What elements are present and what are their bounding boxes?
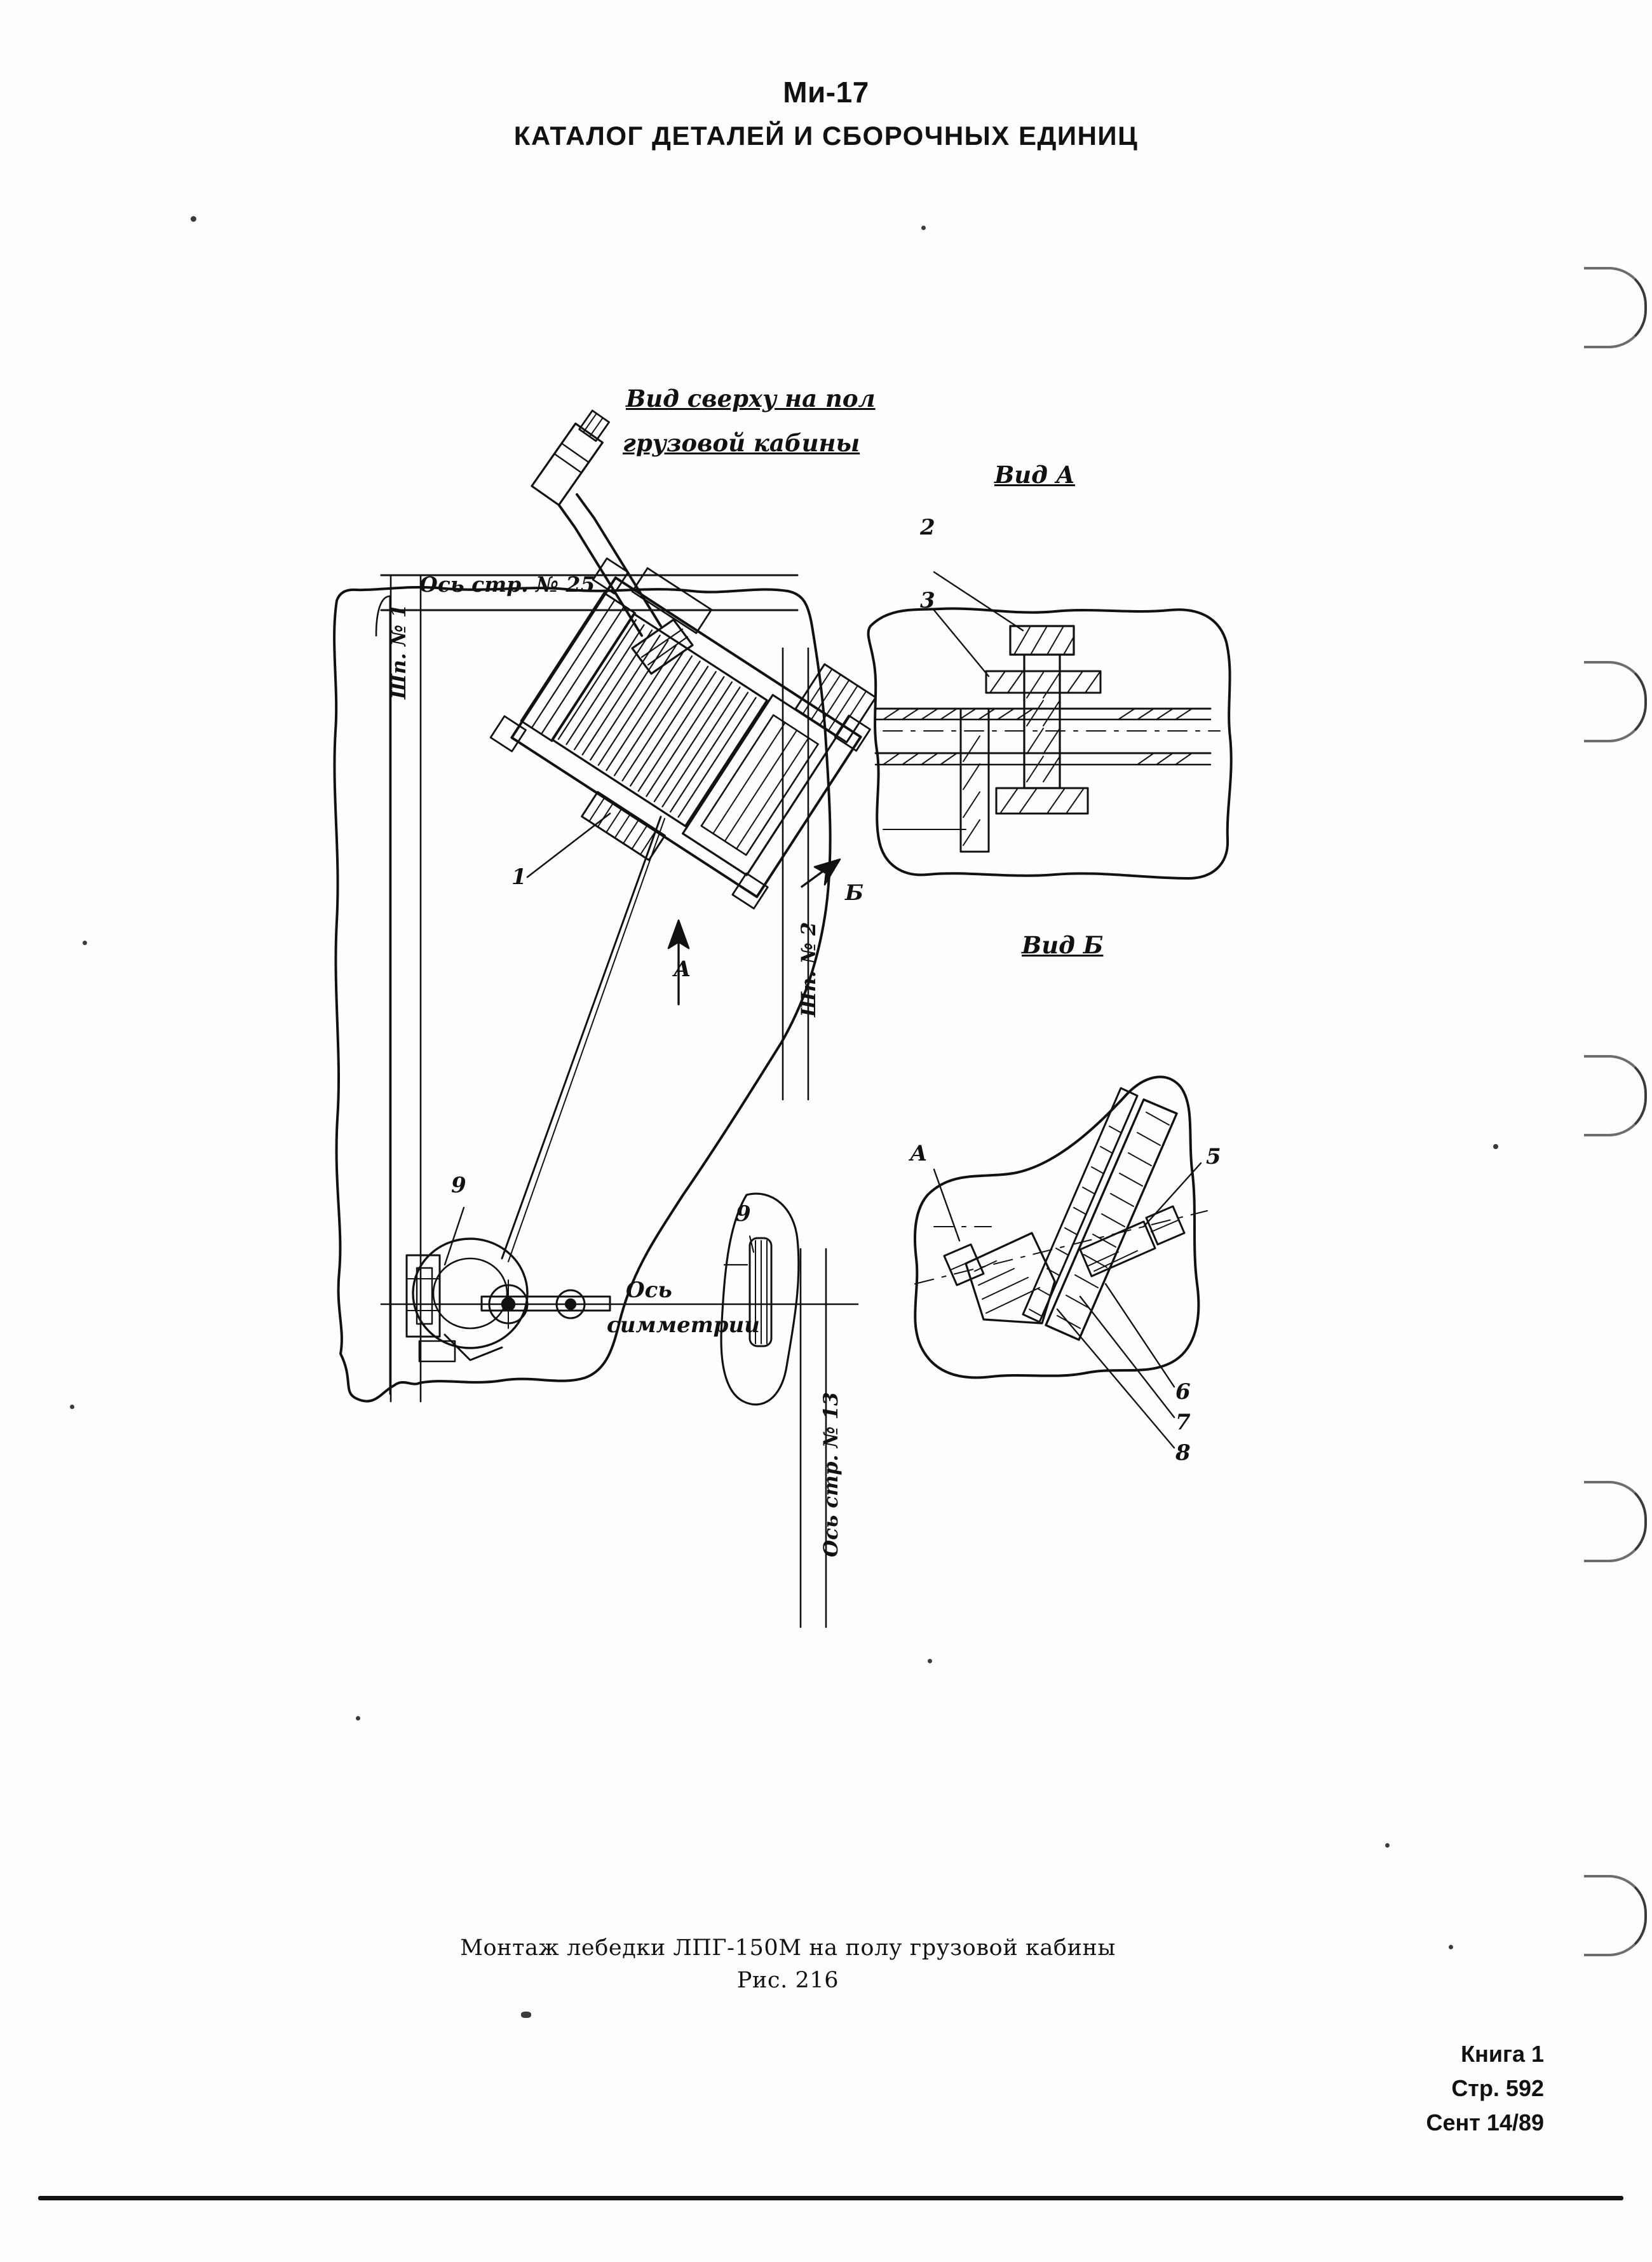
page-footer [1426, 2037, 1544, 2140]
arrow-b-label: Б [845, 880, 864, 906]
view-top-label-line2: грузовой кабины [623, 429, 860, 457]
axis-frame-13-label: Ось стр. № 13 [820, 1392, 843, 1557]
axis-frame-25-label: Ось стр. № 25 [419, 572, 595, 597]
view-top-label-line1: Вид сверху на пол [626, 385, 876, 412]
callout-5: 5 [1206, 1144, 1221, 1169]
bottom-rule [38, 2196, 1623, 2200]
footer-date: Сент 14/89 [1426, 2109, 1544, 2136]
symmetry-label-line1: Ось [626, 1277, 672, 1303]
page-title-subtitle: КАТАЛОГ ДЕТАЛЕЙ И СБОРОЧНЫХ ЕДИНИЦ [513, 121, 1139, 151]
figure-caption-line1: Монтаж лебедки ЛПГ-150М на полу грузовой кабины [460, 1935, 1116, 1961]
callout-8: 8 [1175, 1440, 1191, 1466]
view-b-label: Вид Б [1022, 931, 1104, 959]
page-title-model: Ми-17 [783, 76, 869, 109]
section-a-mark: А [910, 1141, 928, 1166]
callout-9-left: 9 [451, 1173, 466, 1198]
figure-caption [407, 1932, 1169, 1997]
callout-2: 2 [920, 515, 935, 540]
callout-9-right: 9 [736, 1201, 751, 1227]
callout-3: 3 [920, 588, 935, 613]
callout-1: 1 [511, 864, 527, 890]
stringer-1-label: Шп. № 1 [388, 604, 410, 699]
stringer-2-label: Шп. № 2 [797, 922, 820, 1017]
arrow-a-label: А [674, 957, 691, 982]
footer-page: Стр. 592 [1451, 2075, 1544, 2101]
callout-7: 7 [1175, 1410, 1191, 1435]
view-a-label: Вид А [994, 461, 1075, 489]
figure-caption-line2: Рис. 216 [736, 1967, 839, 1993]
symmetry-label-line2: симметрии [607, 1312, 760, 1338]
footer-book: Книга 1 [1461, 2041, 1544, 2067]
callout-6: 6 [1175, 1379, 1191, 1405]
